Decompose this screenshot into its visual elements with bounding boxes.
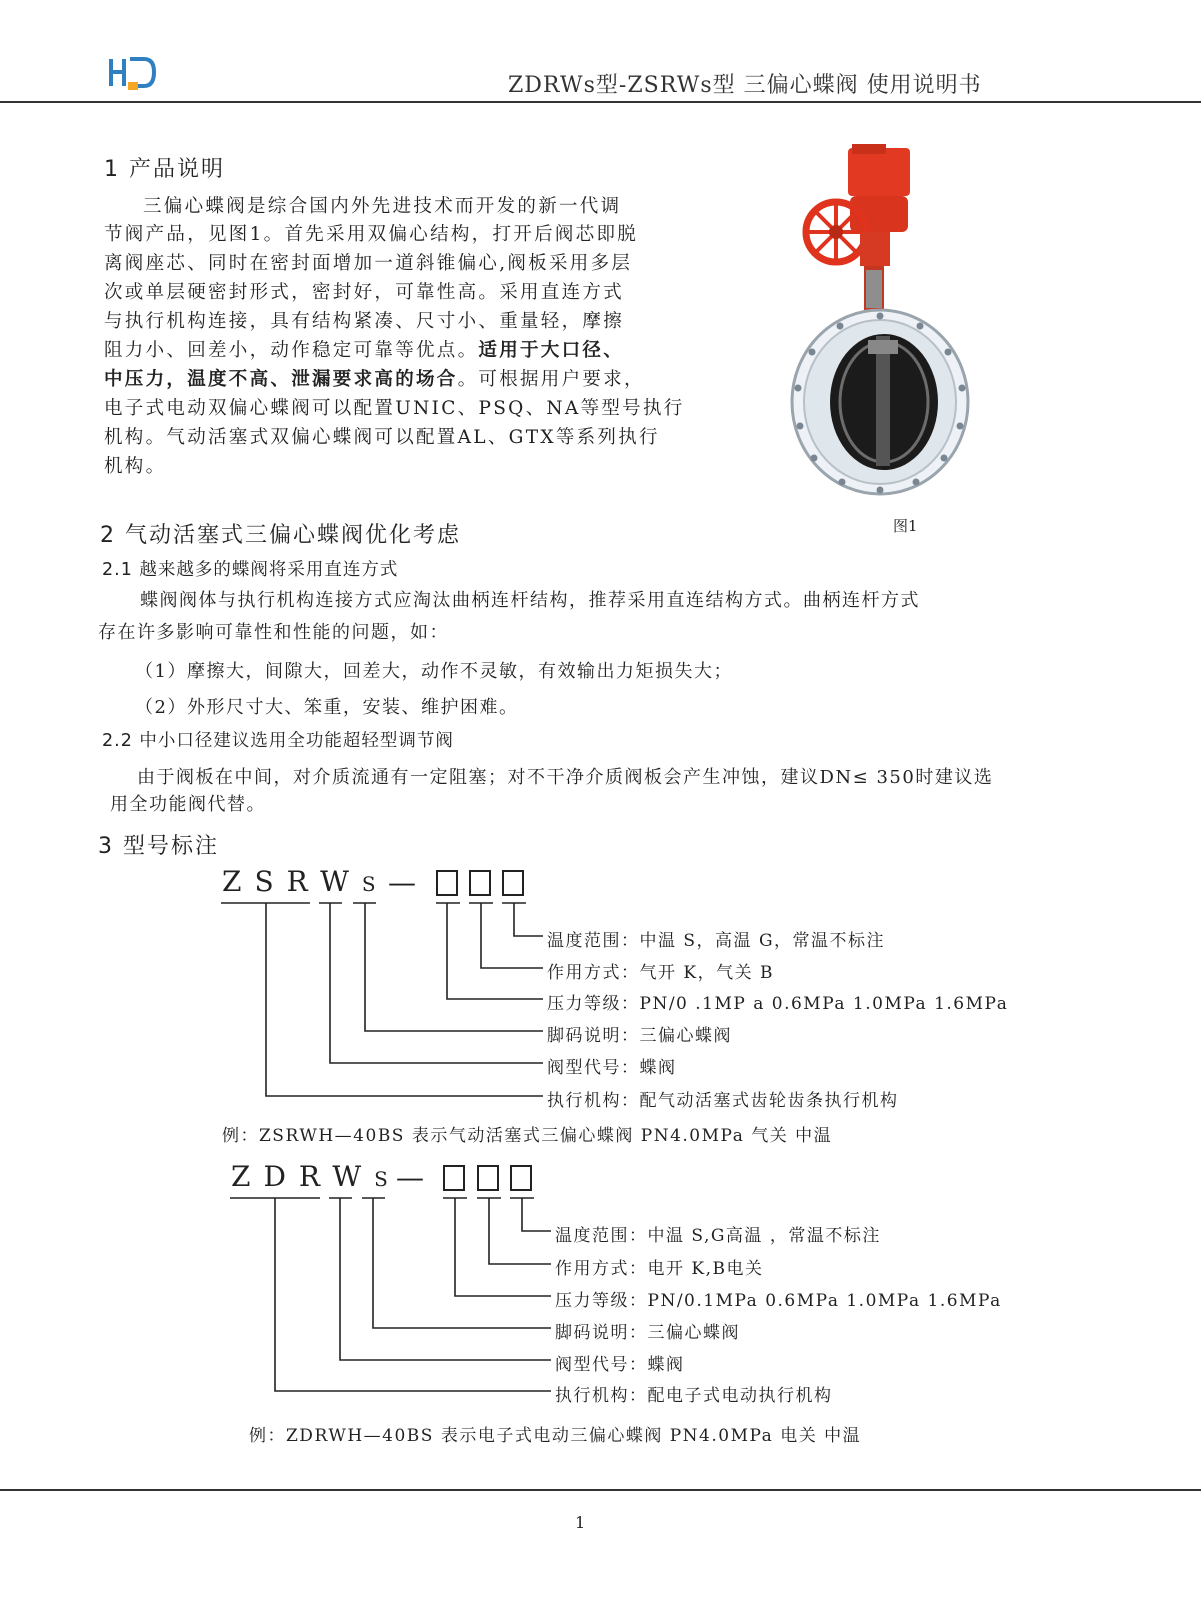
code2-legend-6: 执行机构：配电子式电动执行机构 xyxy=(555,1386,833,1406)
section2-1-line-1: 蝶阀阀体与执行机构连接方式应淘汰曲柄连杆结构，推荐采用直连结构方式。曲柄连杆方式 xyxy=(140,590,920,611)
code2-main: ZDRW xyxy=(231,1160,375,1193)
section1-line-7-rest: 。可根据用户要求， xyxy=(457,369,645,390)
code2-box-2 xyxy=(477,1165,499,1191)
code1-legend-6: 执行机构：配气动活塞式齿轮齿条执行机构 xyxy=(547,1091,899,1111)
code1-legend-3: 压力等级：PN/0 .1MP a 0.6MPa 1.0MPa 1.6MPa xyxy=(547,994,1009,1014)
section1-line-1: 三偏心蝶阀是综合国内外先进技术而开发的新一代调 xyxy=(143,196,622,217)
section1-heading: 1 产品说明 xyxy=(104,157,225,182)
section2-1-item-1: （1）摩擦大，间隙大，回差大，动作不灵敏，有效输出力矩损失大； xyxy=(135,661,733,682)
section2-1-line-2: 存在许多影响可靠性和性能的问题，如： xyxy=(98,622,449,643)
code2-box-3 xyxy=(510,1165,532,1191)
header-title: ZDRWs型-ZSRWs型 三偏心蝶阀 使用说明书 xyxy=(508,73,982,98)
figure-caption: 图1 xyxy=(893,517,918,535)
code2-legend-5: 阀型代号：蝶阀 xyxy=(555,1355,685,1375)
code2-letters xyxy=(231,1160,401,1193)
section3-heading: 3 型号标注 xyxy=(98,834,219,859)
section1-line-9: 机构。气动活塞式双偏心蝶阀可以配置AL、GTX等系列执行 xyxy=(104,427,660,448)
section1-line-4: 次或单层硬密封形式，密封好，可靠性高。采用直连方式 xyxy=(104,282,625,303)
code1-main: ZSRW xyxy=(222,865,362,898)
code1-example: 例：ZSRWH—40BS 表示气动活塞式三偏心蝶阀 PN4.0MPa 气关 中温 xyxy=(222,1126,833,1146)
section2-1-item-2: （2）外形尺寸大、笨重，安装、维护困难。 xyxy=(135,697,519,718)
code1-legend-2: 作用方式：气开 K，气关 B xyxy=(547,963,775,983)
section1-line-8: 电子式电动双偏心蝶阀可以配置UNIC、PSQ、NA等型号执行 xyxy=(104,398,685,419)
section1-line-7-bold: 中压力，温度不高、泄漏要求高的场合 xyxy=(104,369,458,390)
section2-2-heading: 2.2 中小口径建议选用全功能超轻型调节阀 xyxy=(102,731,454,751)
section2-2-line-2: 用全功能阀代替。 xyxy=(110,794,266,815)
section1-line-6-bold: 适用于大口径、 xyxy=(478,340,625,361)
code2-box-1 xyxy=(443,1165,465,1191)
section2-1-heading: 2.1 越来越多的蝶阀将采用直连方式 xyxy=(102,560,399,580)
section1-line-3: 离阀座芯、同时在密封面增加一道斜锥偏心,阀板采用多层 xyxy=(104,253,633,274)
code2-legend-2: 作用方式：电开 K,B电关 xyxy=(555,1259,764,1279)
section1-line-5: 与执行机构连接，具有结构紧凑、尺寸小、重量轻，摩擦 xyxy=(104,311,625,332)
section2-2-line-1: 由于阀板在中间，对介质流通有一定阻塞；对不干净介质阀板会产生冲蚀，建议DN≤ 350时建议选 xyxy=(137,767,994,788)
code2-example: 例：ZDRWH—40BS 表示电子式电动三偏心蝶阀 PN4.0MPa 电关 中温 xyxy=(249,1426,862,1446)
section1-line-10: 机构。 xyxy=(104,456,167,477)
code2-legend-4: 脚码说明：三偏心蝶阀 xyxy=(555,1323,740,1343)
code2-subscript: S xyxy=(374,1167,401,1191)
code2-dash: — xyxy=(396,1161,424,1194)
code1-legend-5: 阀型代号：蝶阀 xyxy=(547,1058,677,1078)
code2-legend-3: 压力等级：PN/0.1MPa 0.6MPa 1.0MPa 1.6MPa xyxy=(555,1291,1002,1311)
section1-line-2: 节阀产品，见图1。首先采用双偏心结构，打开后阀芯即脱 xyxy=(104,224,639,245)
code1-subscript: S xyxy=(361,872,389,896)
section2-heading: 2 气动活塞式三偏心蝶阀优化考虑 xyxy=(100,523,461,548)
footer-rule xyxy=(0,1489,1201,1491)
code1-dash: — xyxy=(388,866,416,899)
page-number: 1 xyxy=(575,1513,586,1532)
code1-legend-1: 温度范围：中温 S，高温 G，常温不标注 xyxy=(547,931,886,951)
code1-legend-4: 脚码说明：三偏心蝶阀 xyxy=(547,1026,732,1046)
code2-legend-1: 温度范围：中温 S,G高温 ，常温不标注 xyxy=(555,1226,881,1246)
section1-line-6-text: 阻力小、回差小，动作稳定可靠等优点。 xyxy=(104,340,479,361)
